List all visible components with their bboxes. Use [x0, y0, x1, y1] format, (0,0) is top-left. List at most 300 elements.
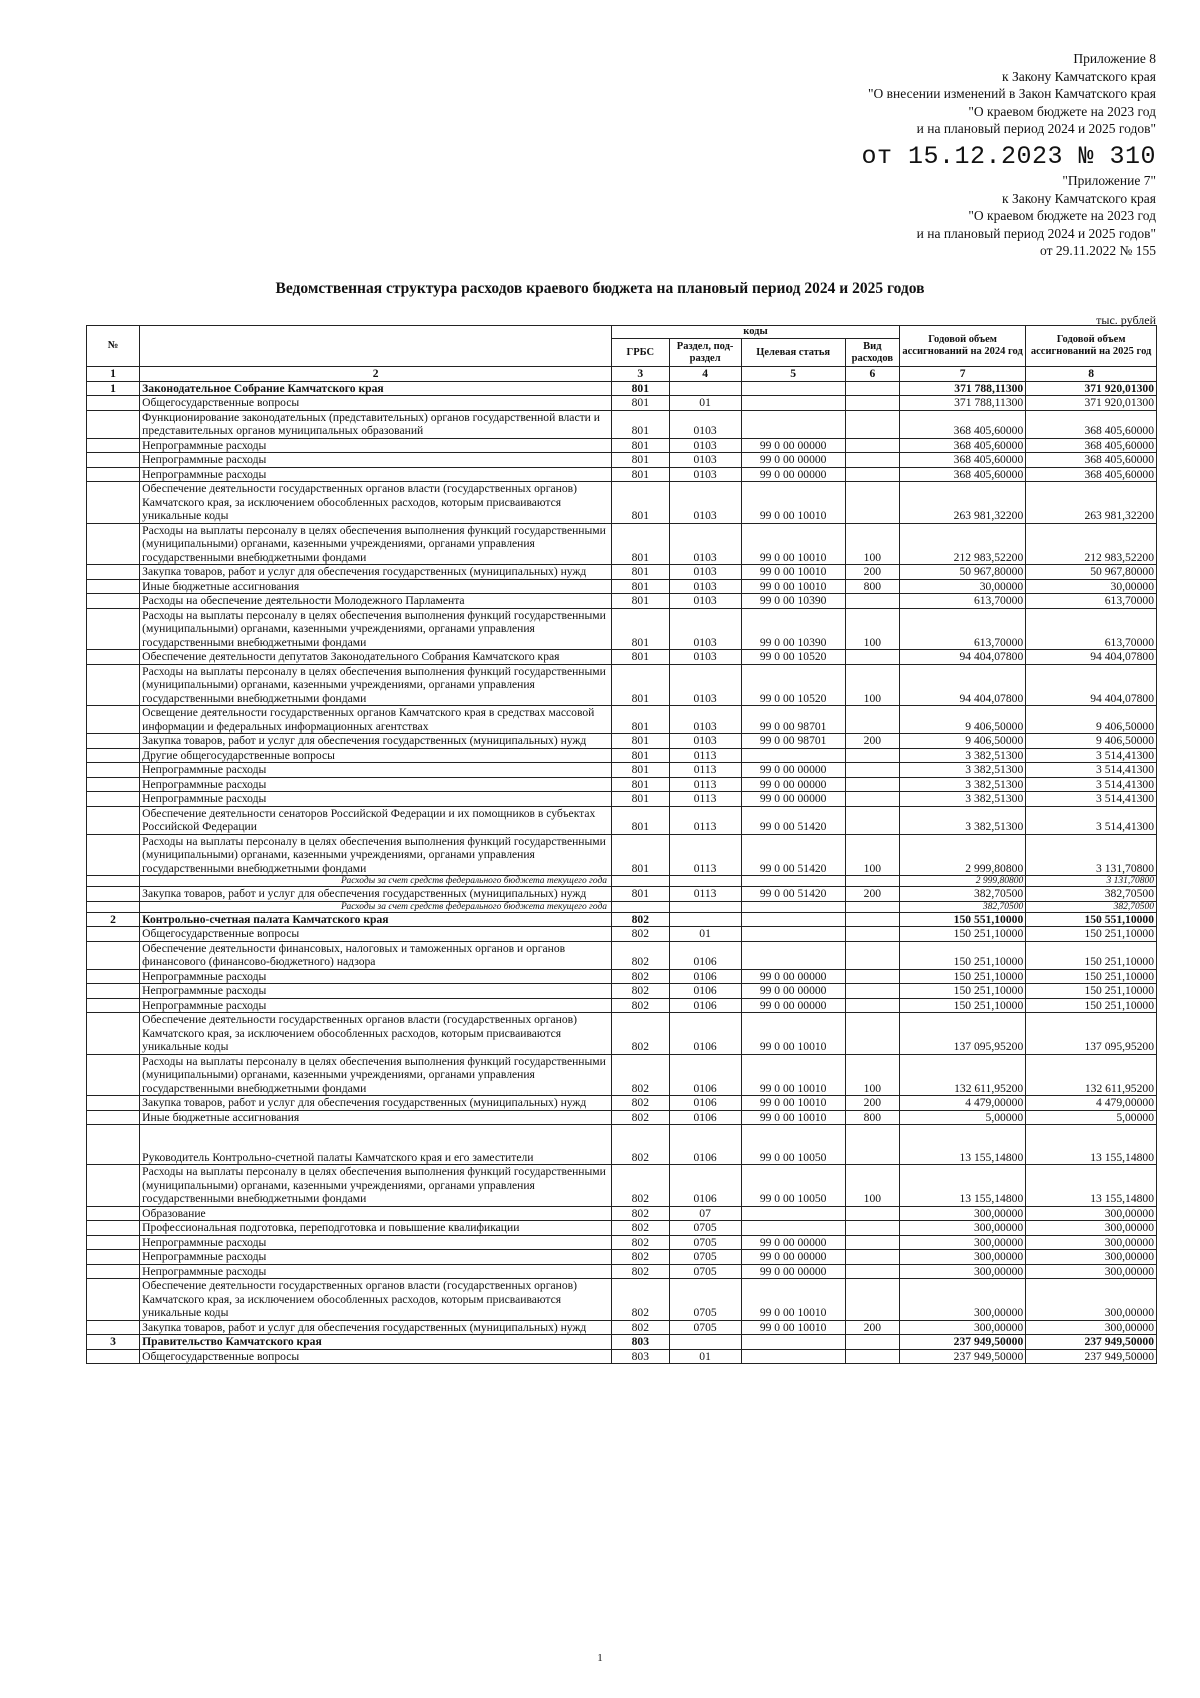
row-value-2024: 3 382,51300 — [899, 777, 1025, 792]
row-name: Закупка товаров, работ и услуг для обеспечения государственных (муниципальных) нужд — [140, 1320, 612, 1335]
index-cell: 4 — [669, 367, 741, 382]
row-target: 99 0 00 10010 — [741, 1279, 845, 1321]
row-value-2025: 368 405,60000 — [1026, 438, 1157, 453]
row-value-2025: 300,00000 — [1026, 1250, 1157, 1265]
row-value-2024: 2 999,80800 — [899, 834, 1025, 876]
row-section: 0103 — [669, 482, 741, 524]
row-number — [87, 792, 140, 807]
header-line: Приложение 8 — [1073, 51, 1156, 66]
units-label: тыс. рублей — [1096, 313, 1156, 327]
row-target: 99 0 00 00000 — [741, 453, 845, 468]
row-grbs: 801 — [612, 467, 670, 482]
row-section — [669, 1335, 741, 1350]
row-grbs: 801 — [612, 453, 670, 468]
index-row — [87, 367, 1157, 382]
row-value-2024: 300,00000 — [899, 1221, 1025, 1236]
row-target: 99 0 00 10010 — [741, 1096, 845, 1111]
row-name: Расходы на выплаты персоналу в целях обеспечения выполнения функций государственными (муниципальными) органами, казенными учреждениями, органами управления государственными внебюджетными фондами — [140, 608, 612, 650]
row-name: Непрограммные расходы — [140, 438, 612, 453]
index-cell: 3 — [612, 367, 670, 382]
row-section: 07 — [669, 1206, 741, 1221]
row-grbs: 803 — [612, 1335, 670, 1350]
row-section: 0106 — [669, 1013, 741, 1055]
row-value-2025: 4 479,00000 — [1026, 1096, 1157, 1111]
row-value-2024: 13 155,14800 — [899, 1165, 1025, 1207]
index-cell: 2 — [140, 367, 612, 382]
col-codes: коды — [612, 326, 900, 339]
row-value-2024: 150 251,10000 — [899, 941, 1025, 969]
row-section: 0113 — [669, 834, 741, 876]
row-number — [87, 453, 140, 468]
row-value-2025: 50 967,80000 — [1026, 565, 1157, 580]
row-grbs: 802 — [612, 1250, 670, 1265]
row-target: 99 0 00 10520 — [741, 650, 845, 665]
row-grbs: 801 — [612, 748, 670, 763]
row-value-2024: 94 404,07800 — [899, 664, 1025, 706]
row-value-2025: 300,00000 — [1026, 1264, 1157, 1279]
row-kind — [845, 1349, 899, 1364]
row-number — [87, 650, 140, 665]
row-name: Закупка товаров, работ и услуг для обеспечения государственных (муниципальных) нужд — [140, 887, 612, 902]
row-target: 99 0 00 98701 — [741, 734, 845, 749]
row-name: Обеспечение деятельности финансовых, налоговых и таможенных органов и органов финансового (финансово-бюджетного) надзора — [140, 941, 612, 969]
row-value-2024: 300,00000 — [899, 1206, 1025, 1221]
row-name: Образование — [140, 1206, 612, 1221]
row-target: 99 0 00 00000 — [741, 1264, 845, 1279]
row-name: Обеспечение деятельности государственных органов власти (государственных органов) Камчатского края, за исключением обособленных расходов, которым присваиваются уникальные коды — [140, 1013, 612, 1055]
row-grbs: 802 — [612, 1013, 670, 1055]
row-section: 0106 — [669, 1125, 741, 1165]
row-number — [87, 482, 140, 524]
row-kind — [845, 438, 899, 453]
row-section: 01 — [669, 927, 741, 942]
row-number — [87, 594, 140, 609]
table-row — [87, 927, 1157, 942]
row-value-2025: 3 131,70800 — [1026, 834, 1157, 876]
row-name: Обеспечение деятельности государственных органов власти (государственных органов) Камчатского края, за исключением обособленных расходов, которым присваиваются уникальные коды — [140, 1279, 612, 1321]
row-grbs: 801 — [612, 523, 670, 565]
row-section: 0103 — [669, 706, 741, 734]
row-section — [669, 381, 741, 396]
row-section: 0106 — [669, 969, 741, 984]
row-name: Непрограммные расходы — [140, 998, 612, 1013]
row-number — [87, 998, 140, 1013]
row-grbs: 802 — [612, 1279, 670, 1321]
row-number — [87, 927, 140, 942]
row-value-2024: 137 095,95200 — [899, 1013, 1025, 1055]
row-number — [87, 734, 140, 749]
row-value-2024: 150 251,10000 — [899, 969, 1025, 984]
row-value-2025: 300,00000 — [1026, 1320, 1157, 1335]
row-grbs: 802 — [612, 927, 670, 942]
row-grbs: 801 — [612, 834, 670, 876]
row-kind — [845, 1221, 899, 1236]
row-number — [87, 706, 140, 734]
row-target: 99 0 00 51420 — [741, 834, 845, 876]
col-grbs: ГРБС — [612, 339, 670, 367]
row-grbs: 802 — [612, 1264, 670, 1279]
row-number — [87, 1279, 140, 1321]
row-target: 99 0 00 10010 — [741, 1320, 845, 1335]
table-row — [87, 1221, 1157, 1236]
row-section: 0705 — [669, 1235, 741, 1250]
row-kind — [845, 410, 899, 438]
row-kind — [845, 1206, 899, 1221]
row-value-2024: 4 479,00000 — [899, 1096, 1025, 1111]
row-target: 99 0 00 10010 — [741, 1110, 845, 1125]
row-grbs: 802 — [612, 1096, 670, 1111]
row-value-2024: 382,70500 — [899, 887, 1025, 902]
row-section: 0113 — [669, 887, 741, 902]
row-value-2024: 50 967,80000 — [899, 565, 1025, 580]
row-value-2025: 9 406,50000 — [1026, 734, 1157, 749]
col-kind: Вид расходов — [845, 339, 899, 367]
row-target — [741, 1206, 845, 1221]
row-section: 0106 — [669, 1165, 741, 1207]
row-name: Расходы на выплаты персоналу в целях обеспечения выполнения функций государственными (муниципальными) органами, казенными учреждениями, органами управления государственными внебюджетными фондами — [140, 1054, 612, 1096]
row-name: Расходы на выплаты персоналу в целях обеспечения выполнения функций государственными (муниципальными) органами, казенными учреждениями, органами управления государственными внебюджетными фондами — [140, 1165, 612, 1207]
table-row — [87, 565, 1157, 580]
row-value-2024: 5,00000 — [899, 1110, 1025, 1125]
table-row — [87, 467, 1157, 482]
row-value-2025: 5,00000 — [1026, 1110, 1157, 1125]
row-kind: 200 — [845, 887, 899, 902]
row-grbs: 802 — [612, 1110, 670, 1125]
row-number — [87, 1235, 140, 1250]
row-grbs — [612, 876, 670, 887]
table-row — [87, 1349, 1157, 1364]
row-target: 99 0 00 00000 — [741, 1235, 845, 1250]
row-number — [87, 1096, 140, 1111]
row-kind — [845, 594, 899, 609]
table-row — [87, 1250, 1157, 1265]
row-target: 99 0 00 10010 — [741, 523, 845, 565]
row-number — [87, 777, 140, 792]
row-number — [87, 608, 140, 650]
row-name: Контрольно-счетная палата Камчатского края — [140, 912, 612, 927]
row-value-2025: 300,00000 — [1026, 1235, 1157, 1250]
table-row — [87, 410, 1157, 438]
row-value-2025: 368 405,60000 — [1026, 453, 1157, 468]
row-number — [87, 1125, 140, 1165]
row-number — [87, 763, 140, 778]
row-name: Непрограммные расходы — [140, 467, 612, 482]
header-top — [868, 50, 1156, 138]
page-number: 1 — [597, 1652, 603, 1664]
row-target — [741, 1221, 845, 1236]
row-kind — [845, 650, 899, 665]
row-value-2025: 150 251,10000 — [1026, 969, 1157, 984]
row-target — [741, 381, 845, 396]
table-row — [87, 777, 1157, 792]
row-name: Обеспечение деятельности депутатов Законодательного Собрания Камчатского края — [140, 650, 612, 665]
header-line: "О краевом бюджете на 2023 год — [968, 208, 1156, 223]
row-name: Непрограммные расходы — [140, 792, 612, 807]
row-value-2025: 94 404,07800 — [1026, 650, 1157, 665]
table-row — [87, 664, 1157, 706]
row-name: Профессиональная подготовка, переподготовка и повышение квалификации — [140, 1221, 612, 1236]
row-target: 99 0 00 00000 — [741, 792, 845, 807]
row-section: 0113 — [669, 748, 741, 763]
row-value-2025: 13 155,14800 — [1026, 1125, 1157, 1165]
row-section: 0106 — [669, 984, 741, 999]
row-section: 0103 — [669, 650, 741, 665]
row-section: 0103 — [669, 410, 741, 438]
row-value-2024: 2 999,80800 — [899, 876, 1025, 887]
row-grbs: 801 — [612, 734, 670, 749]
row-target: 99 0 00 00000 — [741, 763, 845, 778]
row-name: Закупка товаров, работ и услуг для обеспечения государственных (муниципальных) нужд — [140, 565, 612, 580]
table-row — [87, 998, 1157, 1013]
row-value-2024: 3 382,51300 — [899, 748, 1025, 763]
row-section: 0103 — [669, 453, 741, 468]
row-name: Расходы за счет средств федерального бюджета текущего года — [140, 876, 612, 887]
row-target: 99 0 00 10010 — [741, 482, 845, 524]
row-name: Обеспечение деятельности сенаторов Российской Федерации и их помощников в субъектах Российской Федерации — [140, 806, 612, 834]
row-grbs: 801 — [612, 650, 670, 665]
row-kind — [845, 792, 899, 807]
row-number — [87, 1250, 140, 1265]
row-value-2025: 300,00000 — [1026, 1279, 1157, 1321]
row-section: 0103 — [669, 467, 741, 482]
row-value-2024: 237 949,50000 — [899, 1335, 1025, 1350]
col-num: № — [87, 326, 140, 367]
row-grbs: 801 — [612, 565, 670, 580]
row-value-2025: 3 514,41300 — [1026, 806, 1157, 834]
row-section: 0113 — [669, 806, 741, 834]
row-kind — [845, 1335, 899, 1350]
row-section: 0705 — [669, 1279, 741, 1321]
table-row — [87, 1125, 1157, 1165]
row-value-2025: 613,70000 — [1026, 594, 1157, 609]
row-kind — [845, 748, 899, 763]
row-target: 99 0 00 00000 — [741, 969, 845, 984]
row-section: 0103 — [669, 664, 741, 706]
row-number — [87, 1264, 140, 1279]
table-row — [87, 1096, 1157, 1111]
row-value-2024: 13 155,14800 — [899, 1125, 1025, 1165]
index-cell: 6 — [845, 367, 899, 382]
table-row — [87, 941, 1157, 969]
header-line: и на плановый период 2024 и 2025 годов" — [916, 121, 1156, 136]
col-2024: Годовой объем ассигнований на 2024 год — [899, 326, 1025, 367]
row-section: 0103 — [669, 438, 741, 453]
row-kind — [845, 381, 899, 396]
row-target — [741, 912, 845, 927]
row-kind: 100 — [845, 608, 899, 650]
row-target: 99 0 00 51420 — [741, 806, 845, 834]
row-name: Расходы на выплаты персоналу в целях обеспечения выполнения функций государственными (муниципальными) органами, казенными учреждениями, органами управления государственными внебюджетными фондами — [140, 523, 612, 565]
row-target — [741, 901, 845, 912]
row-kind: 200 — [845, 565, 899, 580]
row-name: Непрограммные расходы — [140, 1235, 612, 1250]
row-target: 99 0 00 10010 — [741, 579, 845, 594]
row-name: Функционирование законодательных (представительных) органов государственной власти и представительных органов муниципальных образований — [140, 410, 612, 438]
index-cell: 8 — [1026, 367, 1157, 382]
row-grbs: 801 — [612, 594, 670, 609]
table-row — [87, 1320, 1157, 1335]
row-section: 0106 — [669, 941, 741, 969]
row-number — [87, 523, 140, 565]
row-grbs: 801 — [612, 806, 670, 834]
row-kind — [845, 396, 899, 411]
row-number: 2 — [87, 912, 140, 927]
row-value-2025: 212 983,52200 — [1026, 523, 1157, 565]
row-name: Расходы за счет средств федерального бюджета текущего года — [140, 901, 612, 912]
row-value-2024: 30,00000 — [899, 579, 1025, 594]
row-value-2025: 368 405,60000 — [1026, 410, 1157, 438]
row-name: Непрограммные расходы — [140, 984, 612, 999]
row-value-2025: 9 406,50000 — [1026, 706, 1157, 734]
row-section: 0103 — [669, 565, 741, 580]
table-row — [87, 594, 1157, 609]
row-section: 0113 — [669, 763, 741, 778]
row-number — [87, 834, 140, 876]
col-2025: Годовой объем ассигнований на 2025 год — [1026, 326, 1157, 367]
row-number — [87, 467, 140, 482]
row-value-2025: 3 131,70800 — [1026, 876, 1157, 887]
row-value-2025: 94 404,07800 — [1026, 664, 1157, 706]
row-target: 99 0 00 10390 — [741, 608, 845, 650]
row-kind: 200 — [845, 1320, 899, 1335]
row-grbs: 801 — [612, 396, 670, 411]
table-row — [87, 1206, 1157, 1221]
row-kind — [845, 998, 899, 1013]
row-number — [87, 887, 140, 902]
row-value-2024: 371 788,11300 — [899, 396, 1025, 411]
row-value-2025: 150 251,10000 — [1026, 941, 1157, 969]
row-target: 99 0 00 00000 — [741, 777, 845, 792]
row-number — [87, 1054, 140, 1096]
row-name: Другие общегосударственные вопросы — [140, 748, 612, 763]
row-name: Непрограммные расходы — [140, 453, 612, 468]
row-value-2025: 3 514,41300 — [1026, 792, 1157, 807]
table-row — [87, 1110, 1157, 1125]
table-row — [87, 1335, 1157, 1350]
row-target: 99 0 00 10050 — [741, 1165, 845, 1207]
table-body — [87, 381, 1157, 1364]
table-row — [87, 706, 1157, 734]
row-target — [741, 396, 845, 411]
row-target: 99 0 00 10390 — [741, 594, 845, 609]
table-row — [87, 763, 1157, 778]
row-section: 0103 — [669, 734, 741, 749]
header-line: "О краевом бюджете на 2023 год — [968, 103, 1156, 119]
row-grbs: 801 — [612, 438, 670, 453]
row-value-2025: 371 920,01300 — [1026, 381, 1157, 396]
row-name: Общегосударственные вопросы — [140, 396, 612, 411]
row-value-2024: 150 551,10000 — [899, 912, 1025, 927]
header-line: и на плановый период 2024 и 2025 годов" — [916, 225, 1156, 241]
row-name: Общегосударственные вопросы — [140, 1349, 612, 1364]
row-kind: 100 — [845, 834, 899, 876]
row-value-2024: 368 405,60000 — [899, 453, 1025, 468]
row-target: 99 0 00 00000 — [741, 467, 845, 482]
row-target — [741, 941, 845, 969]
row-grbs: 802 — [612, 1320, 670, 1335]
row-kind: 100 — [845, 523, 899, 565]
table-row — [87, 523, 1157, 565]
row-value-2024: 368 405,60000 — [899, 467, 1025, 482]
row-section: 0113 — [669, 792, 741, 807]
row-value-2024: 300,00000 — [899, 1264, 1025, 1279]
row-name: Непрограммные расходы — [140, 969, 612, 984]
row-grbs: 802 — [612, 941, 670, 969]
row-name: Непрограммные расходы — [140, 777, 612, 792]
row-value-2024: 613,70000 — [899, 608, 1025, 650]
row-number — [87, 579, 140, 594]
row-value-2025: 237 949,50000 — [1026, 1335, 1157, 1350]
row-value-2024: 371 788,11300 — [899, 381, 1025, 396]
row-section: 0705 — [669, 1250, 741, 1265]
row-grbs: 801 — [612, 579, 670, 594]
table-row — [87, 1264, 1157, 1279]
table-row — [87, 984, 1157, 999]
row-name: Непрограммные расходы — [140, 1250, 612, 1265]
table-row — [87, 887, 1157, 902]
row-section: 0106 — [669, 1054, 741, 1096]
row-target: 99 0 00 10010 — [741, 1013, 845, 1055]
row-value-2024: 150 251,10000 — [899, 927, 1025, 942]
row-number — [87, 984, 140, 999]
row-grbs: 803 — [612, 1349, 670, 1364]
row-target: 99 0 00 10010 — [741, 565, 845, 580]
row-grbs: 802 — [612, 1206, 670, 1221]
row-value-2025: 3 514,41300 — [1026, 748, 1157, 763]
row-name: Обеспечение деятельности государственных органов власти (государственных органов) Камчатского края, за исключением обособленных расходов, которым присваиваются уникальные коды — [140, 482, 612, 524]
table-row — [87, 453, 1157, 468]
table-row — [87, 834, 1157, 876]
row-target: 99 0 00 00000 — [741, 1250, 845, 1265]
row-kind — [845, 482, 899, 524]
row-name: Общегосударственные вопросы — [140, 927, 612, 942]
header-line: к Закону Камчатского края — [1002, 190, 1156, 206]
row-value-2025: 237 949,50000 — [1026, 1349, 1157, 1364]
row-section — [669, 876, 741, 887]
table-row — [87, 608, 1157, 650]
table-row — [87, 792, 1157, 807]
row-name: Руководитель Контрольно-счетной палаты Камчатского края и его заместители — [140, 1125, 612, 1165]
row-name: Иные бюджетные ассигнования — [140, 1110, 612, 1125]
row-value-2025: 137 095,95200 — [1026, 1013, 1157, 1055]
row-number — [87, 565, 140, 580]
row-grbs: 802 — [612, 912, 670, 927]
row-value-2024: 300,00000 — [899, 1235, 1025, 1250]
row-number — [87, 941, 140, 969]
row-value-2024: 237 949,50000 — [899, 1349, 1025, 1364]
row-grbs: 802 — [612, 1054, 670, 1096]
row-kind: 800 — [845, 579, 899, 594]
table-row — [87, 1165, 1157, 1207]
row-section: 0103 — [669, 523, 741, 565]
row-number — [87, 410, 140, 438]
row-kind — [845, 941, 899, 969]
row-grbs: 802 — [612, 1235, 670, 1250]
row-number — [87, 1349, 140, 1364]
row-target — [741, 876, 845, 887]
row-kind — [845, 901, 899, 912]
row-section: 0103 — [669, 608, 741, 650]
row-grbs: 801 — [612, 664, 670, 706]
row-section: 0103 — [669, 579, 741, 594]
row-number — [87, 664, 140, 706]
header-line: к Закону Камчатского края — [1002, 68, 1156, 84]
row-kind — [845, 467, 899, 482]
row-kind — [845, 1235, 899, 1250]
row-grbs: 801 — [612, 792, 670, 807]
row-value-2025: 3 514,41300 — [1026, 763, 1157, 778]
table-row — [87, 438, 1157, 453]
